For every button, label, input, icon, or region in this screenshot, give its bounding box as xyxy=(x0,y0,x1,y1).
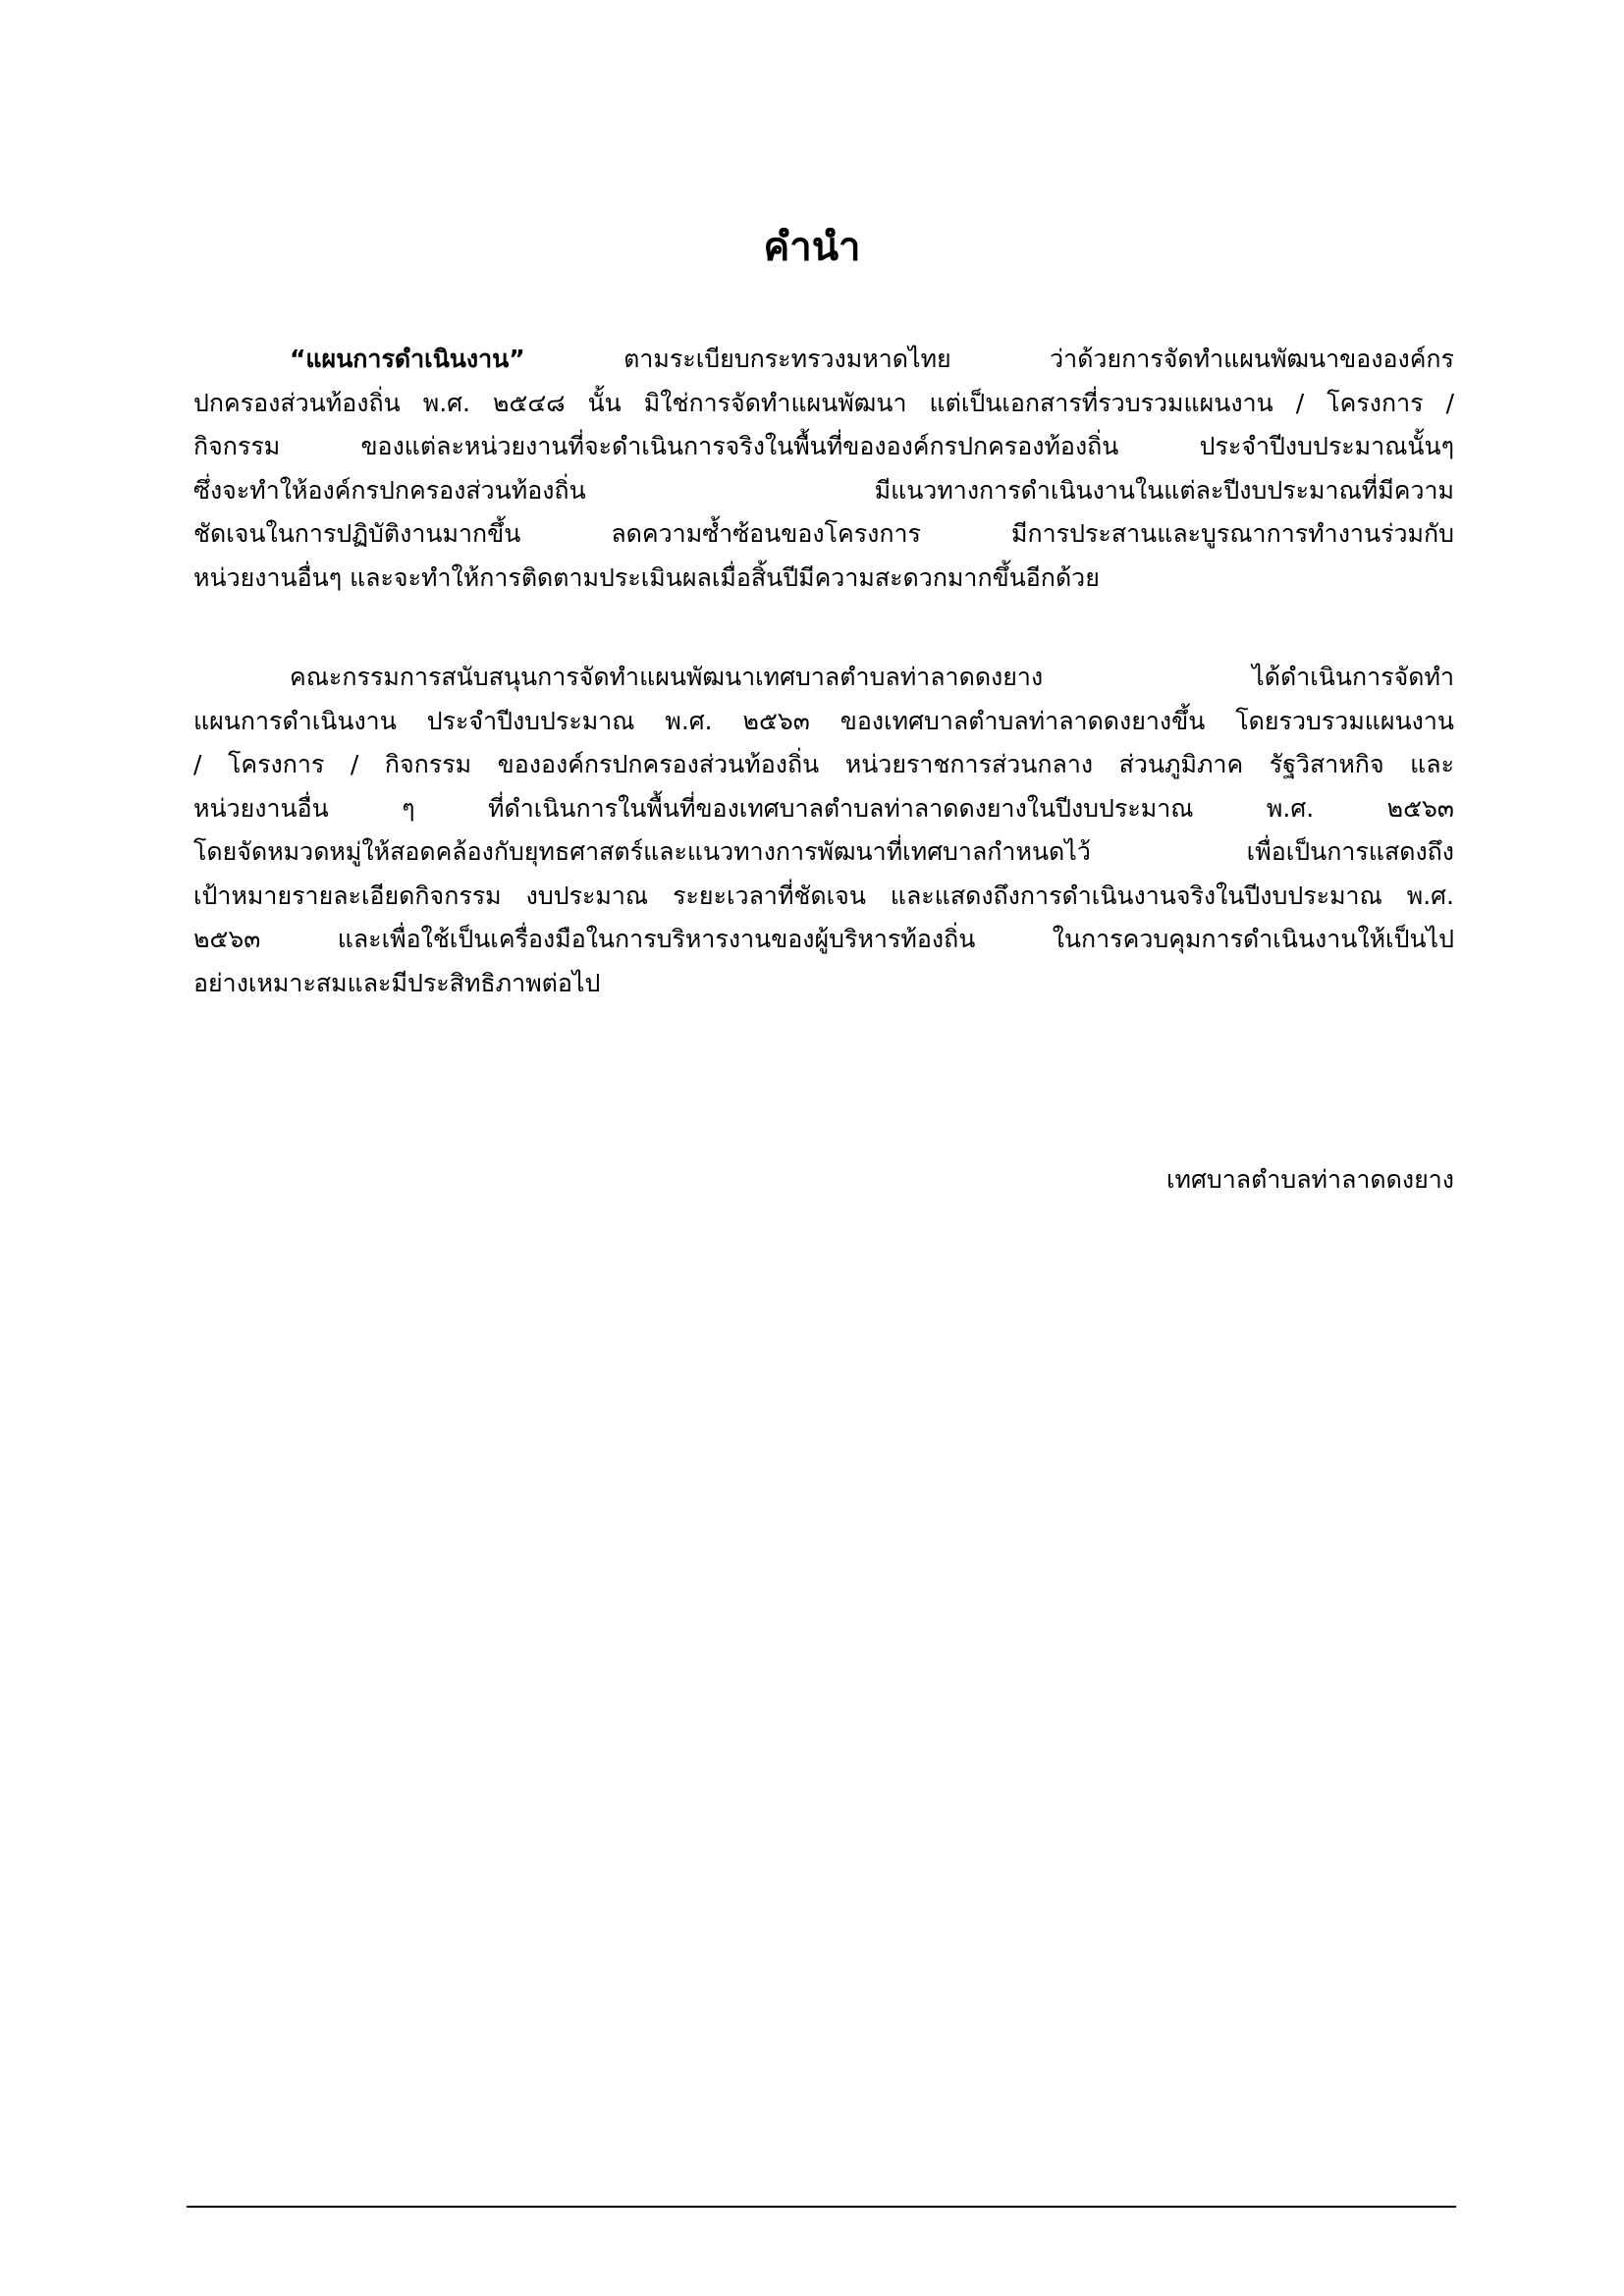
paragraph-line: อย่างเหมาะสมและมีประสิทธิภาพต่อไป xyxy=(193,968,601,997)
paragraph-line: คณะกรรมการสนับสนุนการจัดทำแผนพัฒนาเทศบาลตำบลท่าลาดดงยาง ได้ดำเนินการจัดทำ xyxy=(290,663,1454,691)
paragraph-line: เป้าหมายรายละเอียดกิจกรรม งบประมาณ ระยะเวลาที่ชัดเจน และแสดงถึงการดำเนินงานจริงในปีงบประมาณ พ.ศ. xyxy=(193,881,1454,910)
line-text: ตามระเบียบกระทรวงมหาดไทย ว่าด้วยการจัดทำแผนพัฒนาขององค์กร xyxy=(524,345,1454,373)
page-title: คำนำ xyxy=(763,225,861,270)
paragraph-introduction xyxy=(193,338,1454,600)
paragraph-line: ซึ่งจะทำให้องค์กรปกครองส่วนท้องถิ่น มีแนวทางการดำเนินงานในแต่ละปีงบประมาณที่มีความ xyxy=(193,475,1454,505)
paragraph-line: หน่วยงานอื่นๆ และจะทำให้การติดตามประเมินผลเมื่อสิ้นปีมีความสะดวกมากขึ้นอีกด้วย xyxy=(193,562,1100,592)
paragraph-line: กิจกรรม ของแต่ละหน่วยงานที่จะดำเนินการจริงในพื้นที่ขององค์กรปกครองท้องถิ่น ประจำปีงบประมาณนั้นๆ xyxy=(193,432,1454,460)
paragraph-line: หน่วยงานอื่น ๆ ที่ดำเนินการในพื้นที่ของเทศบาลตำบลท่าลาดดงยางในปีงบประมาณ พ.ศ. ๒๕๖๓ xyxy=(193,793,1454,823)
paragraph-line: / โครงการ / กิจกรรม ขององค์กรปกครองส่วนท้องถิ่น หน่วยราชการส่วนกลาง ส่วนภูมิภาค รัฐวิสาหกิจ และ xyxy=(193,750,1454,778)
paragraph-line: ปกครองส่วนท้องถิ่น พ.ศ. ๒๕๔๘ นั้น มิใช่การจัดทำแผนพัฒนา แต่เป็นเอกสารที่รวบรวมแผนงาน / โครงการ / xyxy=(193,388,1454,417)
quoted-term: “แผนการดำเนินงาน” xyxy=(290,345,525,373)
paragraph-line: แผนการดำเนินงาน ประจำปีงบประมาณ พ.ศ. ๒๕๖๓ ของเทศบาลตำบลท่าลาดดงยางขึ้น โดยรวบรวมแผนงาน xyxy=(193,706,1454,735)
footer-divider xyxy=(187,2206,1456,2208)
signature-organization: เทศบาลตำบลท่าลาดดงยาง xyxy=(1165,1165,1454,1194)
paragraph-committee xyxy=(193,656,1454,1005)
paragraph-line: โดยจัดหมวดหมู่ให้สอดคล้องกับยุทธศาสตร์และแนวทางการพัฒนาที่เทศบาลกำหนดไว้ เพื่อเป็นการแสดงถึง xyxy=(193,837,1454,866)
paragraph-line: ๒๕๖๓ และเพื่อใช้เป็นเครื่องมือในการบริหารงานของผู้บริหารท้องถิ่น ในการควบคุมการดำเนินงานให้เป็นไป xyxy=(193,925,1454,953)
paragraph-line: ชัดเจนในการปฏิบัติงานมากขึ้น ลดความซ้ำซ้อนของโครงการ มีการประสานและบูรณาการทำงานร่วมกับ xyxy=(193,519,1454,548)
paragraph-line xyxy=(193,338,1454,382)
